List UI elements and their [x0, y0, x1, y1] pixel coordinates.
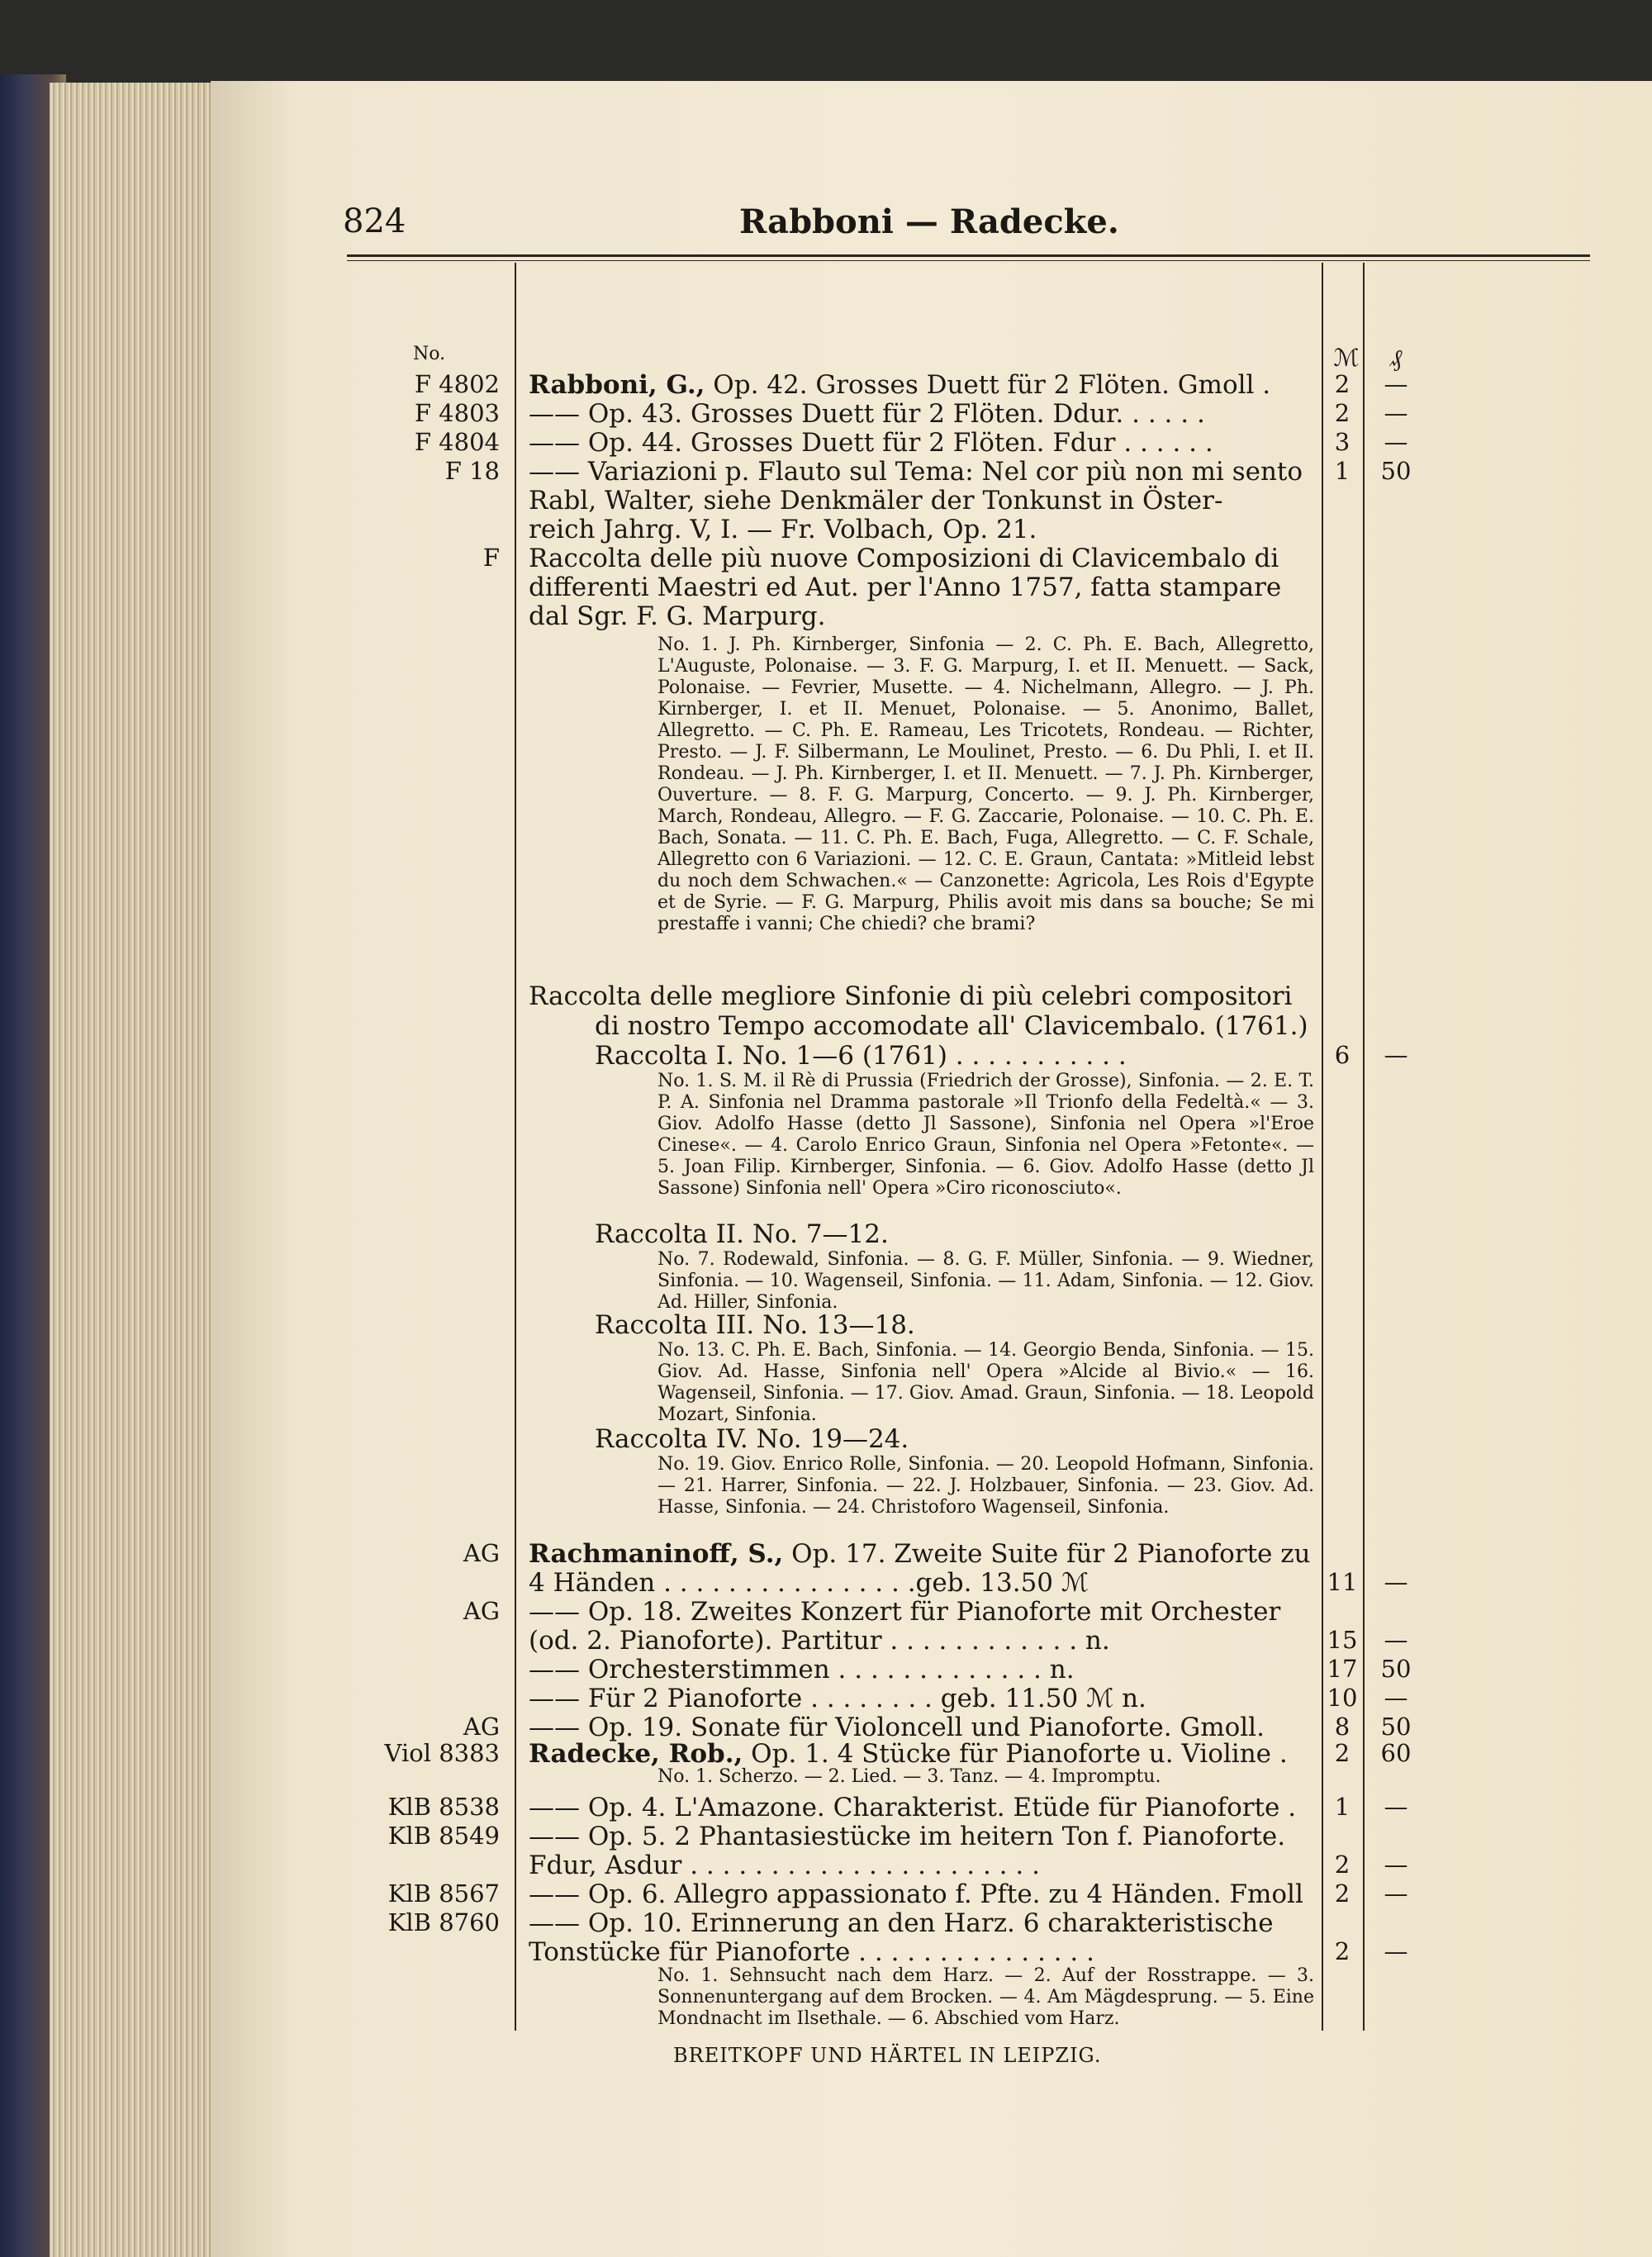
note-raccolta-4: No. 19. Giov. Enrico Rolle, Sinfonia. — 20. Leopold Hofmann, Sinfonia. — 21. Harrer, Sinfonia. — 22. J. Holzbauer, Sinfonia. — 23. Giov. Ad. Hasse, Sinfonia. — 24. Christoforo Wagenseil, Sinfonia. — [657, 1454, 1314, 1518]
rachmaninoff-catalog-number: AG — [463, 1539, 500, 1567]
entry-price-mark: 3 — [1334, 428, 1351, 456]
rachmaninoff-description: —— Op. 18. Zweites Konzert für Pianoforte mit Orchester — [529, 1597, 1281, 1627]
radecke-op-price-mark: 2 — [1334, 1937, 1351, 1965]
catalog-page — [211, 81, 1652, 2257]
rachmaninoff-description: —— Für 2 Pianoforte . . . . . . . . geb. 11.50 ℳ n. — [529, 1684, 1146, 1713]
left-column-rule — [515, 263, 516, 2031]
rachmaninoff-price-mark: 10 — [1327, 1684, 1358, 1712]
radecke-op-price-pf: — — [1384, 1851, 1408, 1879]
note-raccolta-1757: No. 1. J. Ph. Kirnberger, Sinfonia — 2. C. Ph. E. Bach, Allegretto, L'Auguste, Polonaise. — 3. F. G. Marpurg, I. et II. Menuett. — Sack, Polonaise. — Fevrier, Musette. — 4. Nichelmann, Allegro. — J. Ph. Kirnberger, I. et II. Menuet, Polonaise. — 5. Anonimo, Ballet, Allegretto. — C. Ph. E. Rameau, Les Tricotets, Rondeau. — Richter, Presto. — J. F. Silbermann, Le Moulinet, Presto. — 6. Du Phli, I. et II. Rondeau. — J. Ph. Kirnberger, I. et II. Menuett. — 7. J. Ph. Kirnberger, Ouverture. — 8. F. G. Marpurg, Concerto. — 9. J. Ph. Kirnberger, March, Rondeau, Allegro. — F. G. Zaccarie, Polonaise. — 10. C. Ph. E. Bach, Sonata. — 11. C. Ph. E. Bach, Fuga, Allegretto. — C. F. Schale, Allegretto con 6 Variazioni. — 12. C. E. Graun, Cantata: »Mitleid lebst du noch dem Schwachen.« — Canzonette: Agricola, Les Rois d'Egypte et de Syrie. — F. G. Marpurg, Philis avoit mis dans sa bouche; Se mi prestaffe i vanni; Che chiedi? che brami? — [657, 634, 1314, 934]
radecke-op-catalog-number: KlB 8549 — [387, 1822, 500, 1850]
radecke-op-catalog-number: KlB 8538 — [387, 1793, 500, 1821]
entry-description: Raccolta delle più nuove Composizioni di Clavicembalo di — [529, 544, 1279, 573]
entry-description: —— Op. 43. Grosses Duett für 2 Flöten. Ddur. . . . . . — [529, 399, 1205, 429]
entry-description: dal Sgr. F. G. Marpurg. — [529, 601, 826, 631]
raccolta-1761-line-1: Raccolta delle megliore Sinfonie di più celebri compositori — [529, 981, 1293, 1011]
entry-description: —— Op. 44. Grosses Duett für 2 Flöten. Fdur . . . . . . — [529, 428, 1213, 458]
radecke-op-catalog-number: KlB 8760 — [387, 1908, 500, 1936]
note-radecke-op1: No. 1. Scherzo. — 2. Lied. — 3. Tanz. — 4. Impromptu. — [657, 1766, 1161, 1787]
rachmaninoff-description: —— Op. 19. Sonate für Violoncell und Pianoforte. Gmoll. — [529, 1713, 1265, 1742]
raccolta-3-line: Raccolta III. No. 13—18. — [595, 1310, 915, 1340]
entry-description: differenti Maestri ed Aut. per l'Anno 1757, fatta stampare — [529, 573, 1282, 602]
rachmaninoff-price-pf: 50 — [1380, 1655, 1412, 1683]
header-rule-thin — [347, 260, 1590, 261]
radecke-catalog-number: Viol 8383 — [384, 1739, 500, 1767]
entry-catalog-number: F 4802 — [414, 370, 500, 398]
entry-catalog-number: F 4804 — [414, 428, 500, 456]
note-radecke-op10: No. 1. Sehnsucht nach dem Harz. — 2. Auf der Rosstrappe. — 3. Sonnenuntergang auf dem Brocken. — 4. Am Mägdesprung. — 5. Eine Mondnacht im Ilsethale. — 6. Abschied vom Harz. — [657, 1965, 1314, 2029]
rachmaninoff-description: Rachmaninoff, S., Op. 17. Zweite Suite für 2 Pianoforte zu — [529, 1539, 1311, 1569]
entry-composer: Rabboni, G., — [529, 370, 705, 400]
raccolta-4-line: Raccolta IV. No. 19—24. — [595, 1424, 909, 1454]
radecke-op-description: —— Op. 5. 2 Phantasiestücke im heitern Ton f. Pianoforte. — [529, 1822, 1286, 1851]
publisher-footer: BREITKOPF UND HÄRTEL IN LEIPZIG. — [673, 2044, 1102, 2067]
entry-price-pf: 50 — [1380, 457, 1412, 485]
radecke-op-price-mark: 1 — [1334, 1793, 1351, 1821]
rachmaninoff-price-pf: 50 — [1380, 1713, 1412, 1741]
raccolta-2-line: Raccolta II. No. 7—12. — [595, 1219, 889, 1249]
rachmaninoff-composer: Rachmaninoff, S., — [529, 1539, 784, 1569]
entry-catalog-number: F 18 — [444, 457, 500, 485]
rachmaninoff-description: —— Orchesterstimmen . . . . . . . . . . . . . n. — [529, 1655, 1075, 1684]
radecke-op-price-pf: — — [1384, 1937, 1408, 1965]
radecke-op-description: —— Op. 6. Allegro appassionato f. Pfte. zu 4 Händen. Fmoll — [529, 1879, 1303, 1909]
radecke-op-price-pf: — — [1384, 1879, 1408, 1908]
radecke-op-description: —— Op. 4. L'Amazone. Charakterist. Etüde für Pianoforte . — [529, 1793, 1297, 1822]
raccolta-1-price-pf: — — [1384, 1041, 1408, 1069]
radecke-op-price-pf: — — [1384, 1793, 1408, 1821]
page-title: Rabboni — Radecke. — [739, 202, 1119, 241]
raccolta-1-line: Raccolta I. No. 1—6 (1761) . . . . . . . . . . . — [595, 1041, 1127, 1071]
rachmaninoff-price-pf: — — [1384, 1568, 1408, 1596]
rachmaninoff-price-pf: — — [1384, 1684, 1408, 1712]
entry-price-pf: — — [1384, 428, 1408, 456]
entry-description: Rabboni, G., Op. 42. Grosses Duett für 2 Flöten. Gmoll . — [529, 370, 1271, 400]
radecke-op-price-mark: 2 — [1334, 1879, 1351, 1908]
radecke-op-description: —— Op. 10. Erinnerung an den Harz. 6 charakteristische — [529, 1908, 1274, 1938]
column-no-label: No. — [413, 344, 446, 364]
column-mark-label: ℳ — [1333, 344, 1360, 372]
column-pf-label: ₰ — [1389, 344, 1403, 372]
rachmaninoff-price-mark: 11 — [1327, 1568, 1358, 1596]
note-raccolta-2: No. 7. Rodewald, Sinfonia. — 8. G. F. Müller, Sinfonia. — 9. Wiedner, Sinfonia. — 10. Wagenseil, Sinfonia. — 11. Adam, Sinfonia. — 12. Giov. Ad. Hiller, Sinfonia. — [657, 1249, 1314, 1313]
raccolta-1-price-m: 6 — [1334, 1041, 1351, 1069]
rachmaninoff-catalog-number: AG — [463, 1713, 500, 1741]
entry-description: reich Jahrg. V, I. — Fr. Volbach, Op. 21. — [529, 515, 1037, 544]
rachmaninoff-price-mark: 17 — [1327, 1655, 1358, 1683]
radecke-composer: Radecke, Rob., — [529, 1739, 743, 1769]
entry-price-pf: — — [1384, 370, 1408, 398]
radecke-price-pf: 60 — [1380, 1739, 1412, 1767]
rachmaninoff-price-pf: — — [1384, 1626, 1408, 1654]
page-number: 824 — [343, 202, 406, 240]
page-edges — [50, 83, 215, 2257]
radecke-op-description: Tonstücke für Pianoforte . . . . . . . . . . . . . . . — [529, 1937, 1094, 1967]
entry-catalog-number: F 4803 — [414, 399, 500, 427]
entry-price-mark: 2 — [1334, 370, 1351, 398]
radecke-description: Radecke, Rob., Op. 1. 4 Stücke für Pianoforte u. Violine . — [529, 1739, 1288, 1769]
rachmaninoff-description: (od. 2. Pianoforte). Partitur . . . . . . . . . . . . n. — [529, 1626, 1110, 1656]
note-raccolta-3: No. 13. C. Ph. E. Bach, Sinfonia. — 14. Georgio Benda, Sinfonia. — 15. Giov. Ad. Hasse, Sinfonia nell' Opera »Alcide al Bivio.« — 16. Wagenseil, Sinfonia. — 17. Giov. Amad. Graun, Sinfonia. — 18. Leopold Mozart, Sinfonia. — [657, 1340, 1314, 1425]
radecke-price-mark: 2 — [1334, 1739, 1351, 1767]
radecke-op-catalog-number: KlB 8567 — [387, 1879, 500, 1908]
entry-description: —— Variazioni p. Flauto sul Tema: Nel cor più non mi sento — [529, 457, 1303, 487]
rachmaninoff-description: 4 Händen . . . . . . . . . . . . . . . .geb. 13.50 ℳ — [529, 1568, 1089, 1598]
radecke-op-price-mark: 2 — [1334, 1851, 1351, 1879]
rachmaninoff-price-mark: 8 — [1334, 1713, 1351, 1741]
raccolta-1761-line-2: di nostro Tempo accomodate all' Clavicembalo. (1761.) — [595, 1011, 1308, 1041]
rachmaninoff-price-mark: 15 — [1327, 1626, 1358, 1654]
note-raccolta-1: No. 1. S. M. il Rè di Prussia (Friedrich der Grosse), Sinfonia. — 2. E. T. P. A. Sinfonia nel Dramma pastorale »Il Trionfo della Fedeltà.« — 3. Giov. Adolfo Hasse (detto Jl Sassone), Sinfonia nel Opera »l'Eroe Cinese«. — 4. Carolo Enrico Graun, Sinfonia nel Opera »Fetonte«. — 5. Joan Filip. Kirnberger, Sinfonia. — 6. Giov. Adolfo Hasse (detto Jl Sassone) Sinfonia nell' Opera »Ciro riconosciuto«. — [657, 1071, 1314, 1199]
entry-catalog-number: F — [482, 544, 500, 572]
entry-price-mark: 2 — [1334, 399, 1351, 427]
entry-price-mark: 1 — [1334, 457, 1351, 485]
entry-description: Rabl, Walter, siehe Denkmäler der Tonkunst in Öster- — [529, 486, 1223, 516]
radecke-op-description: Fdur, Asdur . . . . . . . . . . . . . . . . . . . . . . — [529, 1851, 1040, 1880]
rachmaninoff-catalog-number: AG — [463, 1597, 500, 1625]
header-rule — [347, 254, 1590, 257]
entry-price-pf: — — [1384, 399, 1408, 427]
